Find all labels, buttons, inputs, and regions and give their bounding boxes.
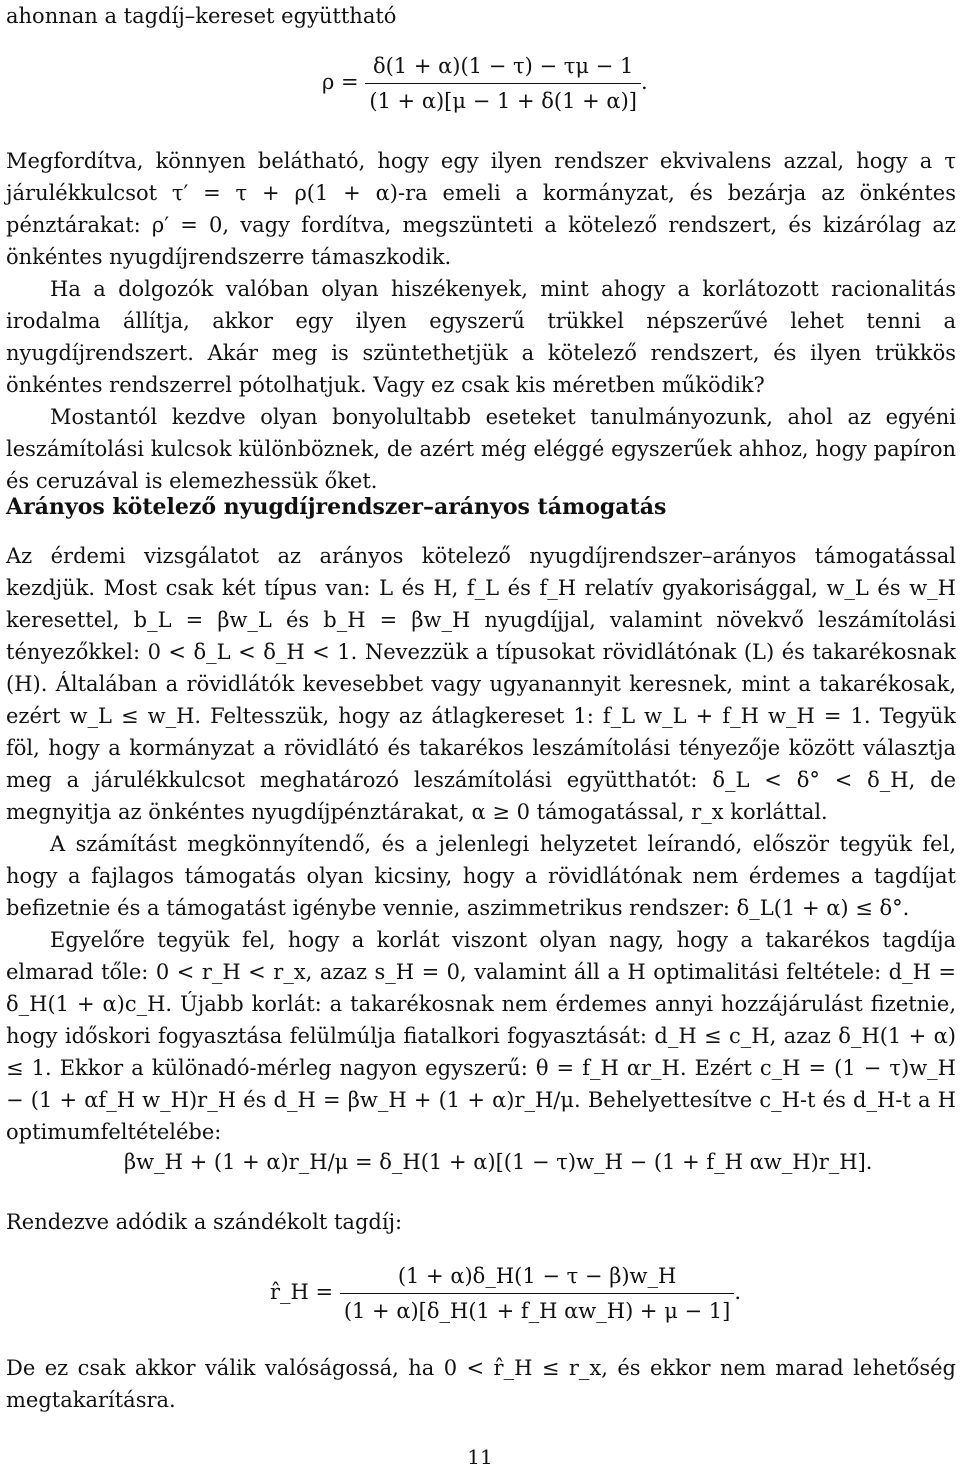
paragraph-6: Egyelőre tegyük fel, hogy a korlát viszont olyan nagy, hogy a takarékos tagdíja elmarad tőle: 0 < r_H < r_x, azaz s_H = 0, valamint áll a H optimalitási feltétele: d_H = δ_H(1 + α)c_H. Újabb korlát: a takarékosnak nem érdemes annyi hozzájárulást fizetnie, hogy időskori fogyasztása felülmúlja fiatalkori fogyasztását: d_H ≤ c_H, azaz δ_H(1 + α) ≤ 1. Ekkor a különadó-mérleg nagyon egyszerű: θ = f_H αr_H. Ezért c_H = (1 − τ)w_H − (1 + αf_H w_H)r_H és d_H = βw_H + (1 + α)r_H/μ. Behelyettesítve c_H-t és d_H-t a H optimumfeltételébe: — [6, 928, 956, 1144]
equation-rho — [322, 52, 648, 115]
equation-contribution-denominator: (1 + α)[δ_H(1 + f_H αw_H) + μ − 1] — [343, 1299, 731, 1323]
text-block-4 — [6, 1352, 956, 1416]
intro-line: ahonnan a tagdíj–kereset együttható — [6, 4, 397, 28]
paragraph-2: Ha a dolgozók valóban olyan hiszékenyek, mint ahogy a korlátozott racionalitás irodalma állítja, akkor egy ilyen egyszerű trükkel népszerűvé lehet tenni a nyugdíjrendszert. Akár meg is szüntethetjük a kötelező rendszert, és ilyen trükkös önkéntes rendszerrel pótolhatjuk. Vagy ez csak kis méretben működik? — [6, 277, 956, 397]
paragraph-3: Mostantól kezdve olyan bonyolultabb eseteket tanulmányozunk, ahol az egyéni leszámítolási kulcsok különböznek, de azért még eléggé egyszerűek ahhoz, hogy papíron és ceruzával is elemezhessük őket. — [6, 405, 956, 493]
paragraph-8: De ez csak akkor válik valóságossá, ha 0 < r̂_H ≤ r_x, és ekkor nem marad lehetőség megtakarításra. — [6, 1356, 956, 1412]
equation-contribution-numerator: (1 + α)δ_H(1 − τ − β)w_H — [340, 1262, 735, 1294]
equation-contribution-lhs: r̂_H = — [270, 1280, 334, 1304]
equation-rho-numerator: δ(1 + α)(1 − τ) − τμ − 1 — [365, 52, 641, 84]
text-block-2 — [6, 540, 956, 1148]
paragraph-7: Rendezve adódik a szándékolt tagdíj: — [6, 1210, 403, 1234]
equation-rho-fraction — [365, 52, 641, 115]
equation-rho-suffix: . — [641, 70, 648, 94]
equation-contribution — [270, 1262, 741, 1325]
paragraph-1: Megfordítva, könnyen belátható, hogy egy ilyen rendszer ekvivalens azzal, hogy a τ járulékkulcsot τ′ = τ + ρ(1 + α)-ra emeli a kormányzat, és bezárja az önkéntes pénztárakat: ρ′ = 0, vagy fordítva, megszünteti a kötelező rendszert, és kizárólag az önkéntes nyugdíjrendszerre támaszkodik. — [6, 149, 956, 269]
equation-rho-lhs: ρ = — [322, 70, 359, 94]
page-number: 11 — [467, 1445, 493, 1469]
equation-rho-denominator: (1 + α)[μ − 1 + δ(1 + α)] — [369, 89, 637, 113]
text-block-1 — [6, 145, 956, 497]
equation-optimum: βw_H + (1 + α)r_H/μ = δ_H(1 + α)[(1 − τ)w_H − (1 + f_H αw_H)r_H]. — [124, 1150, 873, 1174]
section-heading: Arányos kötelező nyugdíjrendszer–arányos támogatás — [6, 494, 667, 520]
paragraph-5: A számítást megkönnyítendő, és a jelenlegi helyzetet leírandó, először tegyük fel, hogy a fajlagos támogatás olyan kicsiny, hogy a rövidlátónak nem érdemes a tagdíjat befizetnie és a támogatást igénybe vennie, aszimmetrikus rendszer: δ_L(1 + α) ≤ δ°. — [6, 832, 956, 920]
equation-contribution-suffix: . — [734, 1280, 742, 1304]
paragraph-4: Az érdemi vizsgálatot az arányos kötelező nyugdíjrendszer–arányos támogatással kezdjük. Most csak két típus van: L és H, f_L és f_H relatív gyakorisággal, w_L és w_H keresettel, b_L = βw_L és b_H = βw_H nyugdíjjal, valamint növekvő leszámítolási tényezőkkel: 0 < δ_L < δ_H < 1. Nevezzük a típusokat rövidlátónak (L) és takarékosnak (H). Általában a rövidlátók kevesebbet vagy ugyanannyit keresnek, mint a takarékosak, ezért w_L ≤ w_H. Feltesszük, hogy az átlagkereset 1: f_L w_L + f_H w_H = 1. Tegyük föl, hogy a kormányzat a rövidlátó és takarékos leszámítolási tényezője között választja meg a járulékkulcsot meghatározó leszámítolási együtthatót: δ_L < δ° < δ_H, de megnyitja az önkéntes nyugdíjpénztárakat, α ≥ 0 támogatással, r_x korláttal. — [6, 544, 956, 824]
text-block-3 — [6, 1206, 956, 1238]
equation-contribution-fraction — [340, 1262, 735, 1325]
